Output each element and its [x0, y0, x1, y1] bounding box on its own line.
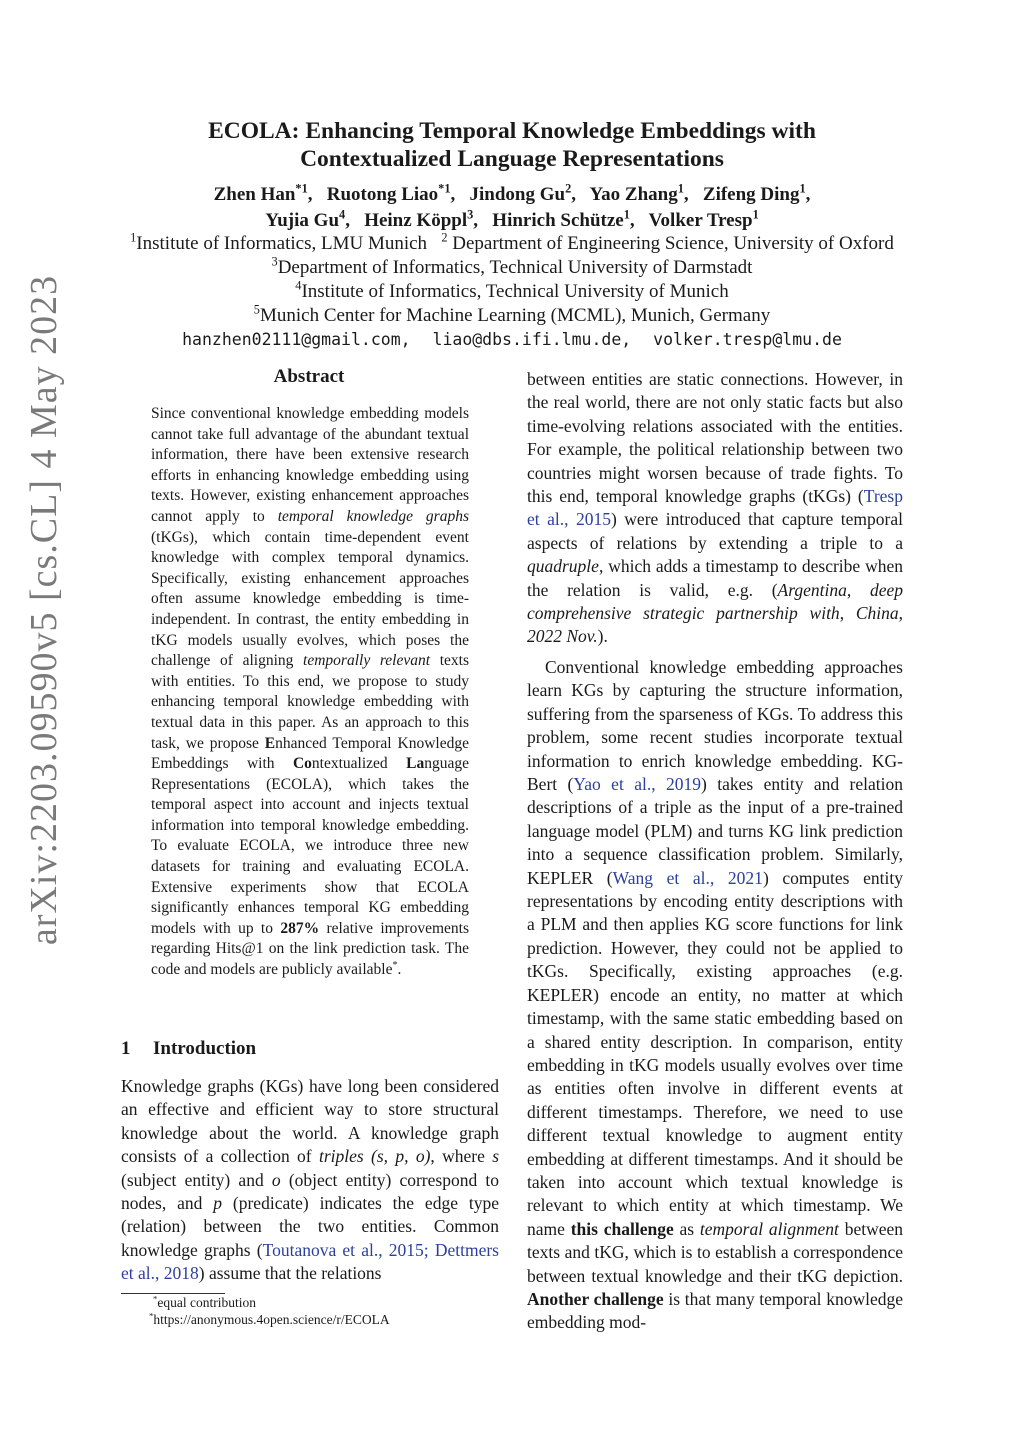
intro-text: (object entity) correspond to nodes, and [121, 1169, 499, 1214]
body-text: is that many temporal knowledge embedding mod- [527, 1288, 903, 1333]
author-line-1: Zhen Han$^{*1}$, Ruotong Liao$^{*1}$, Jindong Gu$^2$, Yao Zhang$^1$, Zifeng Ding$^1$, [213, 181, 811, 205]
body-text: between texts and tKG, which is to establish a correspondence between textual knowledge and their tKG depiction. [527, 1218, 903, 1286]
affiliation: Department of Engineering Science, University of Oxford [452, 233, 894, 254]
body-text: ) takes entity and relation descriptions of a triple as the input of a pre-trained language model (PLM) and turns KG link prediction into a sequence classification problem. Similarly, KEPLER ( [527, 774, 903, 888]
abstract-text: nguage Representations (ECOLA), which takes the temporal aspect into account and injects textual information into temporal knowledge embedding. To evaluate ECOLA, we introduce three new datasets for training and evaluating ECOLA. Extensive experiments show that ECOLA significantly enhances temporal KG embedding models with up to [151, 755, 469, 937]
citation-link[interactable]: Yao et al., 2019 [573, 774, 702, 795]
author: Yujia Gu [265, 210, 340, 231]
right-column-paragraph-2 [527, 656, 903, 1335]
abstract-heading: Abstract [273, 366, 345, 387]
abstract-text: ntextualized [311, 755, 407, 773]
footnote-text: equal contribution [157, 1295, 256, 1310]
affiliation-line-4 [80, 304, 944, 328]
body-text: ) computes entity representations by encoding entity descriptions with a PLM and then applies KG score functions for link prediction. However, they could not be applied to tKGs. Specifically, existing approaches (e.g. KEPLER) encode an entity, no matter at which timestamp, with the same static embedding based on a shared entity description. In comparison, entity embedding in tKG models usually evolves over time as entities often involve in different events at different timestamps. Therefore, we need to use different textual knowledge to augment entity embedding at different timestamps. And it should be taken into account which textual knowledge is relevant to which entity at which timestamp. We name [527, 867, 903, 1239]
math: s [492, 1146, 499, 1167]
intro-text: ) assume that the relations [198, 1263, 382, 1284]
abstract-text: Since conventional knowledge embedding models cannot take full advantage of the abundant textual information, there have been extensive research efforts in enhancing knowledge embedding using texts. However, existing enhancement approaches cannot apply to [151, 405, 469, 525]
body-text: Conventional knowledge embedding approaches learn KGs by capturing the structure information, suffering from the sparseness of KGs. To address this problem, some recent studies incorporate textual information to enrich knowledge embedding. KG-Bert ( [527, 657, 903, 795]
author-mark: 2 [565, 181, 572, 196]
abstract-text: . [397, 961, 402, 979]
paragraph [527, 656, 903, 1335]
affiliation-num: 2 [441, 230, 448, 245]
author-mark: *1 [438, 181, 451, 196]
acronym-letter: La [406, 755, 425, 773]
affiliation: Institute of Informatics, LMU Munich [136, 233, 428, 254]
body-text: as [673, 1218, 700, 1239]
body-text: ) were introduced that capture temporal aspects of relations by extending a triple to a [527, 509, 903, 553]
intro-text: Knowledge graphs (KGs) have long been considered an effective and efficient way to store structural knowledge about the world. A knowledge graph consists of a collection of [121, 1076, 499, 1167]
section-heading [121, 1038, 256, 1060]
author-mark: 1 [799, 181, 806, 196]
citation-link[interactable]: Dettmers et al., 2018 [121, 1239, 499, 1284]
body-text: ). [597, 626, 608, 647]
affiliation-num: 1 [130, 230, 137, 245]
affiliation: Department of Informatics, Technical University of Darmstadt [277, 257, 753, 278]
example-relation: deep comprehensive strategic partnership with [527, 579, 904, 624]
improvement-value: 287% [280, 919, 320, 937]
author: Zhen Han [213, 184, 296, 205]
affiliations [80, 232, 944, 328]
email[interactable]: hanzhen02111@gmail.com, [182, 330, 411, 349]
author-emails [80, 330, 944, 349]
intro-text: (predicate) indicates the edge type (relation) between the two entities. Common knowledge graphs ( [121, 1193, 499, 1260]
abstract-text: (tKGs), which contain time-dependent event knowledge with complex temporal dynamics. Specifically, existing enhancement approaches often assume knowledge embedding is time-independent. In contrast, the entity embedding in tKG models usually evolves, which poses the challenge of aligning [151, 528, 469, 670]
author-mark: 1 [623, 207, 630, 222]
arxiv-sidebar-stamp [14, 160, 74, 1060]
footnote-mark: * [153, 1293, 158, 1304]
footnote-url[interactable]: https://anonymous.4open.science/r/ECOLA [153, 1312, 390, 1327]
intro-text: (subject entity) and [121, 1169, 272, 1190]
author: Ruotong Liao [326, 184, 439, 205]
title-line-2: Contextualized Language Representations [300, 146, 724, 172]
abstract-term: temporal knowledge graphs [277, 507, 469, 525]
body-text: , [839, 603, 856, 624]
body-text: between entities are static connections. However, in the real world, there are not only static facts but also time-evolving relations associated with the entities. For example, the political relationship between two countries might worsen because of trade fights. To this end, temporal knowledge graphs (tKGs) ( [527, 369, 903, 507]
abstract-text: texts with entities. To this end, we propose to study enhancing temporal knowledge embedding with textual data in this paper. As an approach to this task, we propose [151, 652, 469, 752]
body-text: , [898, 603, 904, 624]
example-entity: Argentina [777, 579, 847, 600]
right-column-paragraph-1 [527, 368, 903, 649]
footnote-mark: * [149, 1310, 154, 1321]
paper-title [120, 117, 904, 173]
emphasis: Another challenge [527, 1288, 664, 1309]
footnote [121, 1311, 499, 1328]
author-mark: 1 [677, 181, 684, 196]
abstract-body [151, 404, 469, 981]
author-line-2: Yujia Gu$^4$, Heinz Köppl$^3$, Hinrich Schütze$^1$, Volker Tresp$^1$ [265, 207, 759, 231]
author: Yao Zhang [589, 184, 678, 205]
body-term: quadruple [527, 556, 599, 577]
abstract-text: nhanced Temporal Knowledge Embeddings with [151, 734, 469, 773]
citation-link[interactable]: Toutanova et al., 2015 [262, 1239, 424, 1260]
footnote [121, 1294, 499, 1311]
math: p [213, 1193, 223, 1214]
author: Jindong Gu [469, 184, 566, 205]
citation-separator: ; [423, 1239, 435, 1260]
author: Zifeng Ding [702, 184, 800, 205]
abstract-text: relative improvements regarding Hits@1 on the link prediction task. The code and models are publicly available [151, 919, 469, 979]
citation-link[interactable]: Tresp et al., 2015 [527, 486, 903, 530]
math: o [271, 1169, 281, 1190]
affiliation-num: 5 [253, 302, 260, 317]
arxiv-id: arXiv:2203.09590v5 [cs.CL] 4 May 2023 [23, 274, 66, 946]
author-list [90, 182, 934, 234]
author-mark: 3 [467, 207, 474, 222]
section-title: Introduction [153, 1038, 257, 1059]
intro-paragraph [121, 1075, 499, 1286]
abstract-term: temporally relevant [303, 652, 431, 670]
author: Hinrich Schütze [492, 210, 624, 231]
affiliation-num: 3 [271, 254, 278, 269]
email[interactable]: liao@dbs.ifi.lmu.de, [432, 330, 632, 349]
affiliation-line-3 [80, 280, 944, 304]
footnote-mark[interactable]: * [392, 959, 398, 971]
affiliation-num: 4 [295, 278, 302, 293]
affiliation: Munich Center for Machine Learning (MCML), Munich, Germany [259, 305, 771, 326]
math: (s, p, o) [371, 1146, 431, 1167]
intro-text: , where [430, 1146, 493, 1167]
author-mark: 1 [752, 207, 759, 222]
affiliation-line-1 [80, 232, 944, 256]
body-text: , which adds a timestamp to describe when the relation is valid, e.g. ( [527, 556, 903, 600]
email[interactable]: volker.tresp@lmu.de [653, 330, 842, 349]
author-mark: *1 [295, 181, 308, 196]
author-mark: 4 [339, 207, 346, 222]
body-text: , [846, 579, 870, 600]
intro-term: triples [318, 1146, 364, 1167]
emphasis: this challenge [570, 1218, 674, 1239]
title-line-1: ECOLA: Enhancing Temporal Knowledge Embeddings with [208, 118, 816, 144]
section-number: 1 [121, 1038, 131, 1059]
example-entity: China [855, 603, 899, 624]
author: Volker Tresp [648, 210, 753, 231]
acronym-letter: E [264, 734, 276, 752]
citation-link[interactable]: Wang et al., 2021 [612, 867, 763, 888]
affiliation: Institute of Informatics, Technical University of Munich [301, 281, 729, 302]
example-time: 2022 Nov. [527, 626, 598, 647]
acronym-letter: Co [292, 755, 312, 773]
body-term: temporal alignment [699, 1218, 839, 1239]
footnotes [121, 1294, 499, 1328]
affiliation-line-2 [80, 256, 944, 280]
author: Heinz Köppl [364, 210, 468, 231]
